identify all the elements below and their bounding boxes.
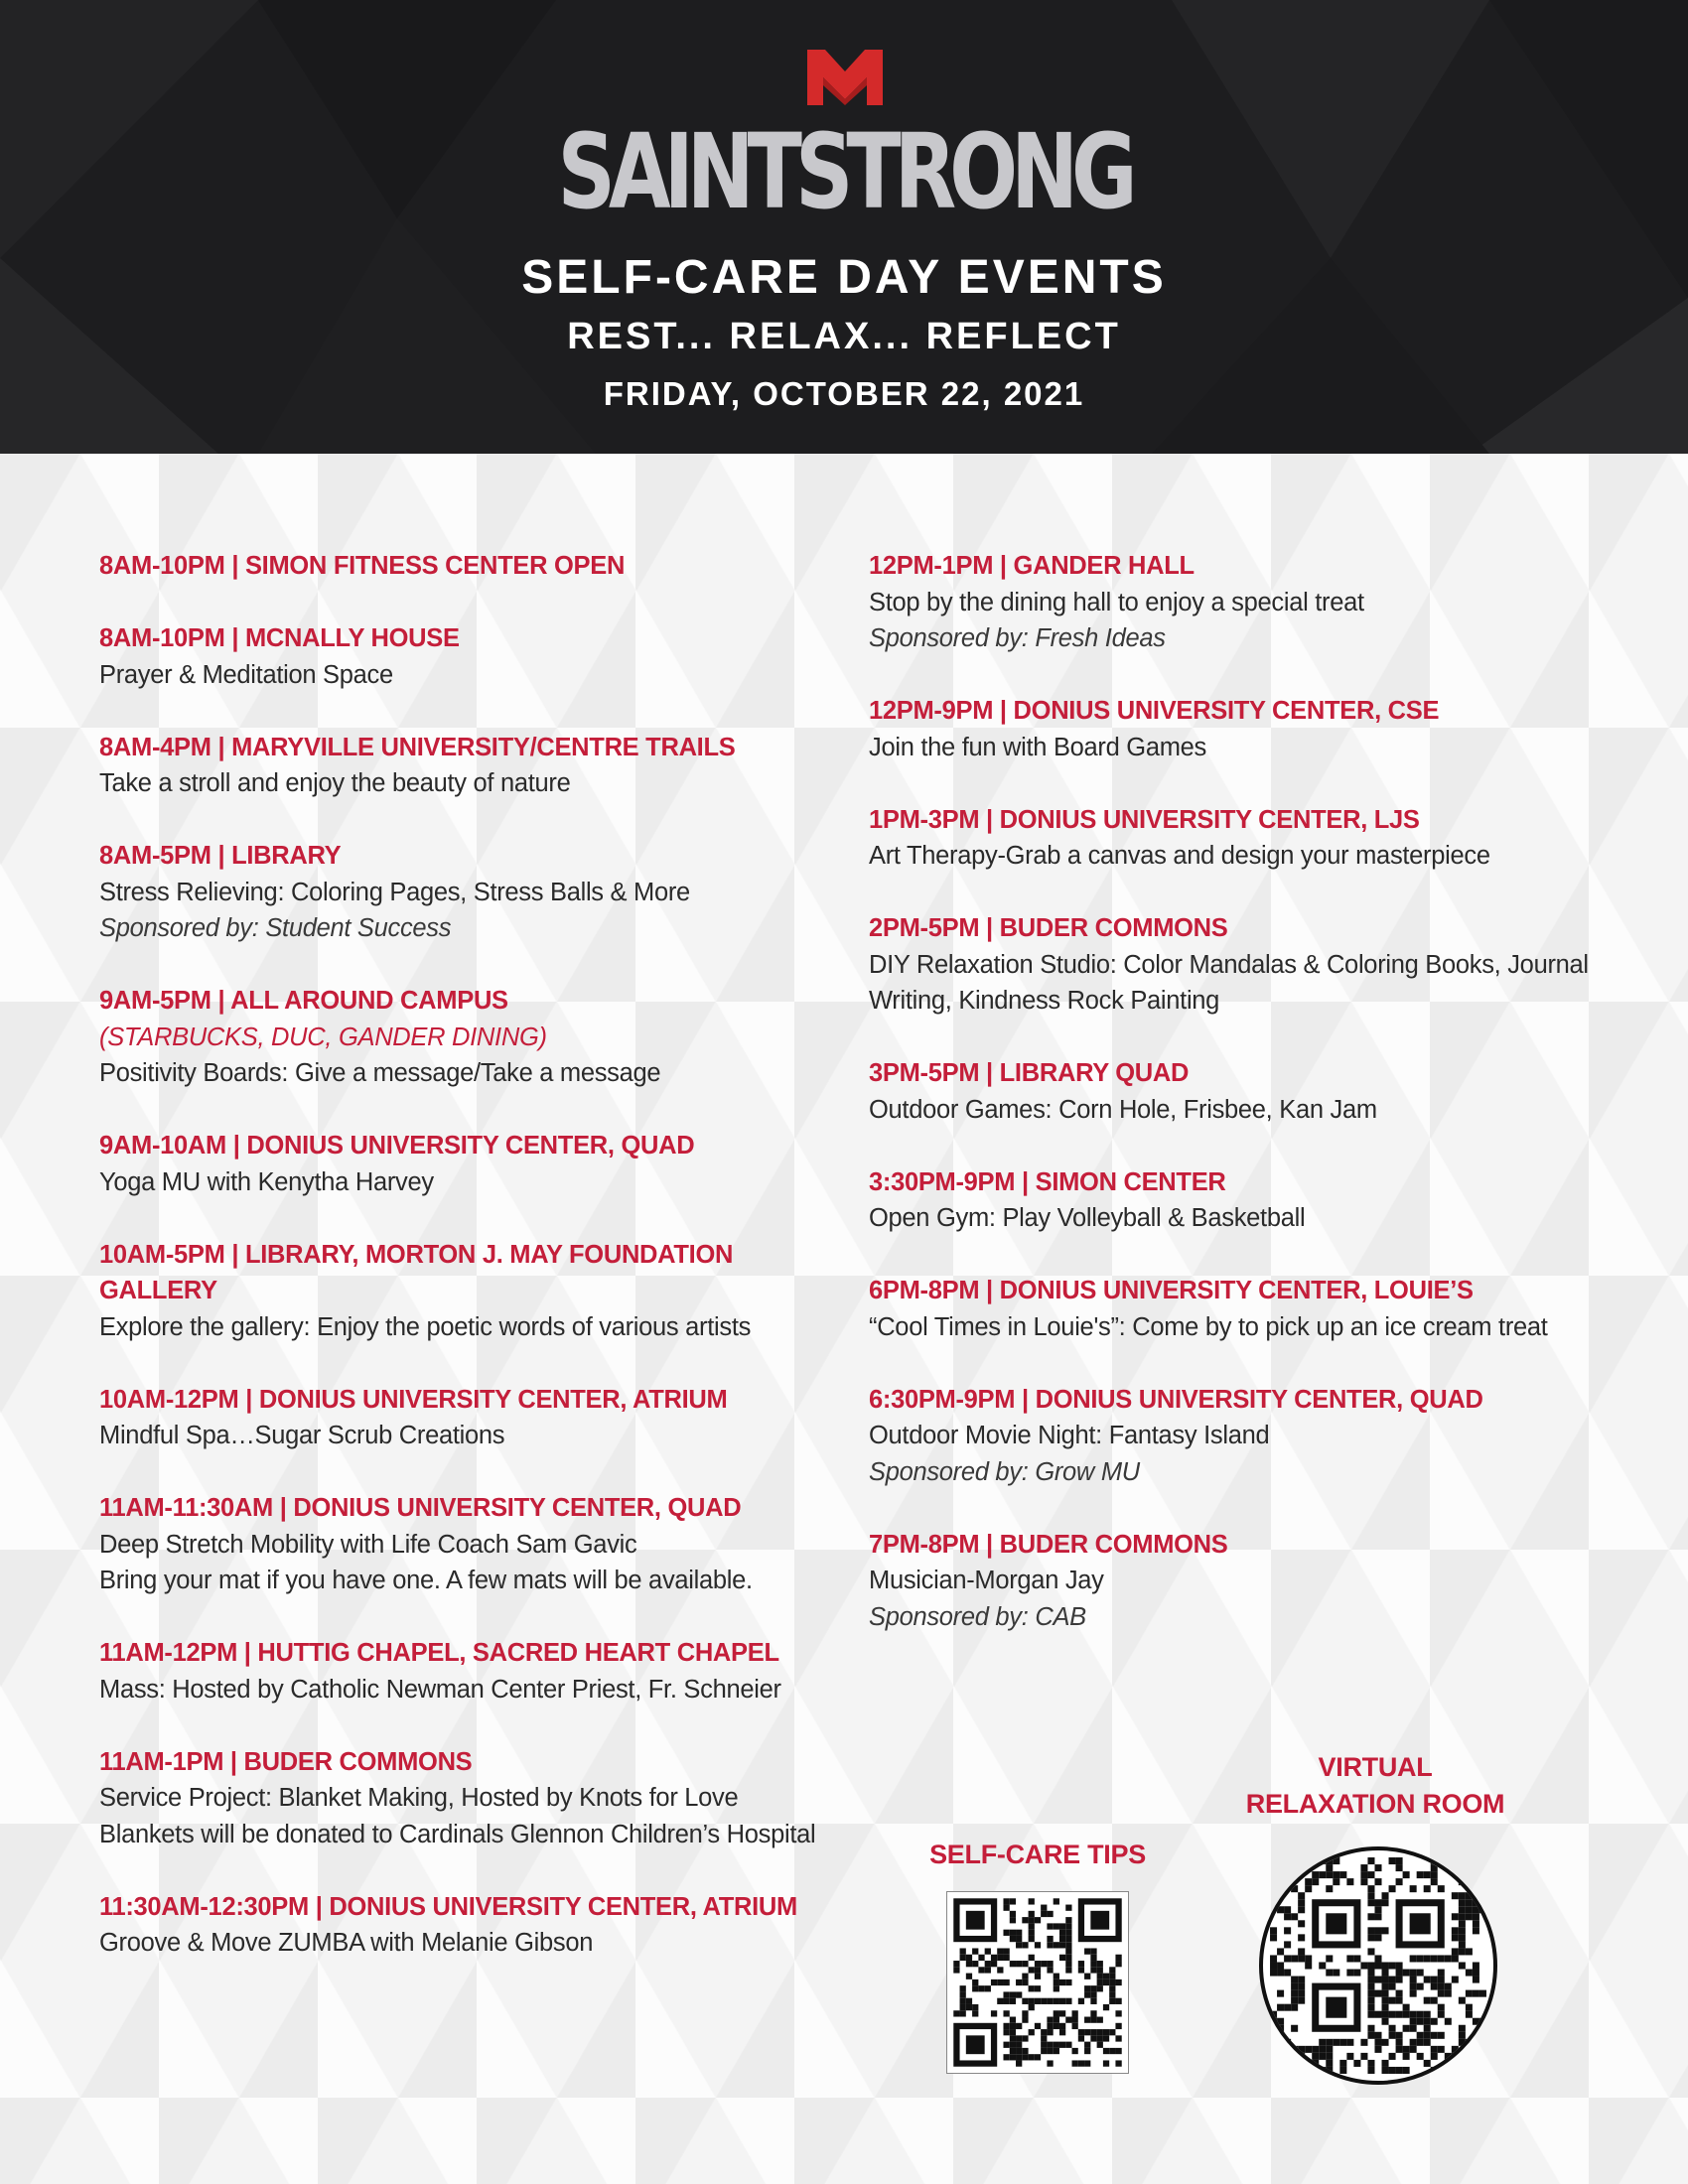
event-description: Service Project: Blanket Making, Hosted by Knots for Love: [99, 1784, 739, 1812]
event-description: Positivity Boards: Give a message/Take a message: [99, 1059, 661, 1087]
event-description: Join the fun with Board Games: [869, 733, 1206, 761]
qr-code-icon: [1263, 1850, 1493, 2081]
event-time-location: 11AM-12PM | HUTTIG CHAPEL, SACRED HEART CHAPEL: [99, 1639, 779, 1667]
event-time-location: 11AM-1PM | BUDER COMMONS: [99, 1747, 473, 1776]
event-description: Open Gym: Play Volleyball & Basketball: [869, 1204, 1306, 1232]
event-description: Outdoor Games: Corn Hole, Frisbee, Kan Jam: [869, 1095, 1377, 1124]
event-description: Groove & Move ZUMBA with Melanie Gibson: [99, 1929, 594, 1957]
event-sponsor: Sponsored by: Fresh Ideas: [869, 624, 1166, 652]
event-sponsor: Sponsored by: Student Success: [99, 914, 452, 942]
event-time-location: 8AM-5PM | LIBRARY: [99, 842, 342, 870]
self-care-tips-label: SELF-CARE TIPS: [929, 1840, 1146, 1869]
event-block: [99, 730, 854, 802]
event-time-location: 6:30PM-9PM | DONIUS UNIVERSITY CENTER, QUAD: [869, 1385, 1483, 1414]
event-block: [99, 983, 854, 1092]
event-block: [869, 1382, 1604, 1491]
event-description: “Cool Times in Louie's”: Come by to pick up an ice cream treat: [869, 1312, 1548, 1341]
event-time-location: 7PM-8PM | BUDER COMMONS: [869, 1530, 1228, 1559]
event-time-location: 3:30PM-9PM | SIMON CENTER: [869, 1167, 1226, 1196]
right-event-column: [869, 548, 1604, 1672]
event-block: [869, 1164, 1604, 1237]
maryville-m-logo-icon: [807, 50, 883, 105]
event-time-location: 9AM-5PM | ALL AROUND CAMPUS: [99, 987, 508, 1015]
event-description: DIY Relaxation Studio: Color Mandalas & Coloring Books, Journal: [869, 950, 1589, 979]
event-time-location: 11AM-11:30AM | DONIUS UNIVERSITY CENTER, QUAD: [99, 1494, 742, 1522]
event-description: Mass: Hosted by Catholic Newman Center Priest, Fr. Schneier: [99, 1675, 781, 1704]
event-time-location: 3PM-5PM | LIBRARY QUAD: [869, 1059, 1190, 1087]
event-date: FRIDAY, OCTOBER 22, 2021: [603, 375, 1085, 412]
event-description: Musician-Morgan Jay: [869, 1567, 1104, 1594]
event-block: [99, 620, 854, 693]
event-time-location: 8AM-10PM | MCNALLY HOUSE: [99, 624, 460, 652]
event-time-location: 11:30AM-12:30PM | DONIUS UNIVERSITY CENTER, ATRIUM: [99, 1892, 797, 1921]
event-block: [99, 1744, 854, 1853]
event-block: [869, 1273, 1604, 1345]
event-time-location: 8AM-4PM | MARYVILLE UNIVERSITY/CENTRE TRAILS: [99, 733, 736, 761]
event-description-cont: Blankets will be donated to Cardinals Glennon Children’s Hospital: [99, 1820, 816, 1848]
left-event-column: [99, 548, 854, 1997]
qr-code-icon: [947, 1892, 1128, 2073]
event-time-location: 2PM-5PM | BUDER COMMONS: [869, 914, 1228, 942]
event-block: [99, 1635, 854, 1707]
event-time-location-cont: (STARBUCKS, DUC, GANDER DINING): [99, 1023, 547, 1051]
event-time-location-cont: GALLERY: [99, 1277, 217, 1304]
event-block: [869, 802, 1604, 875]
event-description: Mindful Spa…Sugar Scrub Creations: [99, 1422, 505, 1449]
event-block: [99, 838, 854, 947]
event-block: [99, 1490, 854, 1599]
page-title: SELF-CARE DAY EVENTS: [521, 251, 1167, 304]
event-description: Art Therapy-Grab a canvas and design your masterpiece: [869, 842, 1490, 870]
event-time-location: 6PM-8PM | DONIUS UNIVERSITY CENTER, LOUIE’S: [869, 1277, 1474, 1304]
page-subtitle: REST... RELAX... REFLECT: [567, 316, 1121, 357]
event-block: [869, 910, 1604, 1020]
event-time-location: 10AM-5PM | LIBRARY, MORTON J. MAY FOUNDATION: [99, 1240, 734, 1269]
event-description: Yoga MU with Kenytha Harvey: [99, 1167, 434, 1196]
event-time-location: 12PM-9PM | DONIUS UNIVERSITY CENTER, CSE: [869, 697, 1440, 725]
event-description: Stress Relieving: Coloring Pages, Stress Balls & More: [99, 878, 690, 906]
event-description-cont: Writing, Kindness Rock Painting: [869, 987, 1220, 1015]
event-block: [99, 1128, 854, 1200]
event-time-location: 10AM-12PM | DONIUS UNIVERSITY CENTER, ATRIUM: [99, 1385, 728, 1414]
event-block: [99, 1889, 854, 1962]
event-block: [99, 548, 854, 585]
event-description-cont: Bring your mat if you have one. A few mats will be available.: [99, 1567, 753, 1594]
event-sponsor: Sponsored by: CAB: [869, 1602, 1086, 1631]
virtual-room-label-1: VIRTUAL: [1318, 1752, 1433, 1782]
event-description: Prayer & Meditation Space: [99, 660, 393, 689]
header-banner: [0, 0, 1688, 454]
event-description: Take a stroll and enjoy the beauty of nature: [99, 769, 571, 797]
event-time-location: 12PM-1PM | GANDER HALL: [869, 552, 1195, 580]
event-block: [99, 1382, 854, 1454]
self-care-tips-qr-code[interactable]: [946, 1891, 1129, 2074]
event-block: [869, 548, 1604, 657]
event-block: [869, 693, 1604, 765]
event-description: Stop by the dining hall to enjoy a special treat: [869, 588, 1364, 616]
event-description: Outdoor Movie Night: Fantasy Island: [869, 1422, 1270, 1449]
event-block: [869, 1055, 1604, 1128]
brand-wordmark: SAINTSTRONG: [557, 111, 1131, 232]
event-description: Deep Stretch Mobility with Life Coach Sam Gavic: [99, 1530, 637, 1559]
event-sponsor: Sponsored by: Grow MU: [869, 1457, 1140, 1486]
event-time-location: 9AM-10AM | DONIUS UNIVERSITY CENTER, QUAD: [99, 1132, 695, 1160]
event-description: Explore the gallery: Enjoy the poetic words of various artists: [99, 1312, 752, 1341]
virtual-room-label-2: RELAXATION ROOM: [1245, 1789, 1505, 1819]
event-time-location: 1PM-3PM | DONIUS UNIVERSITY CENTER, LJS: [869, 805, 1420, 834]
event-block: [869, 1527, 1604, 1636]
event-block: [99, 1237, 854, 1346]
event-time-location: 8AM-10PM | SIMON FITNESS CENTER OPEN: [99, 552, 626, 580]
virtual-relaxation-room-qr-code[interactable]: [1259, 1846, 1497, 2085]
